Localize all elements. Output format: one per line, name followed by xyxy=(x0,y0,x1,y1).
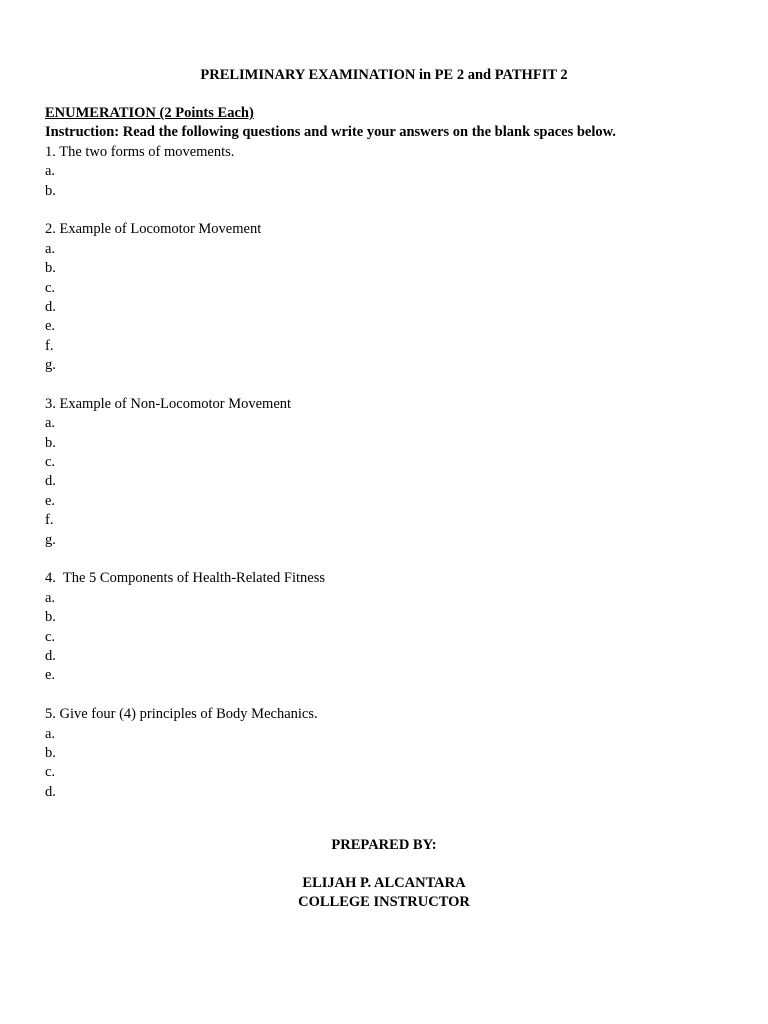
spacer xyxy=(45,686,725,705)
answer-item: f. xyxy=(45,337,54,354)
question-text: 2. Example of Locomotor Movement xyxy=(45,221,262,238)
answer-item: d. xyxy=(45,647,56,664)
spacer xyxy=(45,375,725,394)
question-block-5 xyxy=(45,705,725,802)
answer-item: a. xyxy=(45,415,56,432)
question-block-4 xyxy=(45,569,725,685)
answer-item: f. xyxy=(45,512,54,529)
answer-item: g. xyxy=(45,531,56,548)
question-text: 3. Example of Non-Locomotor Movement xyxy=(45,395,292,412)
answer-item: b. xyxy=(45,182,56,199)
answer-item: g. xyxy=(45,357,56,374)
answer-item: b. xyxy=(45,744,56,761)
answer-item: a. xyxy=(45,163,56,180)
answer-item: c. xyxy=(45,628,56,645)
answer-item: d. xyxy=(45,783,56,800)
answer-item: e. xyxy=(45,667,56,684)
question-block-2 xyxy=(45,220,725,375)
exam-title: PRELIMINARY EXAMINATION in PE 2 and PATHFIT 2 xyxy=(200,67,568,83)
answer-item: e. xyxy=(45,492,56,509)
spacer xyxy=(45,550,725,569)
question-block-1 xyxy=(45,143,725,201)
answer-item: d. xyxy=(45,298,56,315)
answer-item: b. xyxy=(45,609,56,626)
question-text: 1. The two forms of movements. xyxy=(45,143,235,160)
answer-item: e. xyxy=(45,318,56,335)
question-block-3 xyxy=(45,395,725,550)
answer-item: a. xyxy=(45,589,56,606)
answer-item: c. xyxy=(45,454,56,471)
prepared-by-label: PREPARED BY: xyxy=(331,837,437,853)
section-heading: ENUMERATION (2 Points Each) xyxy=(45,105,254,121)
answer-item: a. xyxy=(45,240,56,257)
instruction-text: Instruction: Read the following questions and write your answers on the blank spaces below. xyxy=(45,124,616,141)
answer-item: a. xyxy=(45,725,56,742)
instructor-title: COLLEGE INSTRUCTOR xyxy=(298,894,470,910)
spacer xyxy=(45,201,725,220)
question-text: 4. The 5 Components of Health-Related Fitness xyxy=(45,570,326,587)
answer-item: c. xyxy=(45,764,56,781)
exam-content xyxy=(45,104,725,802)
question-text: 5. Give four (4) principles of Body Mechanics. xyxy=(45,706,318,723)
instructor-name: ELIJAH P. ALCANTARA xyxy=(302,875,466,891)
answer-item: c. xyxy=(45,279,56,296)
answer-item: b. xyxy=(45,260,56,277)
answer-item: d. xyxy=(45,473,56,490)
answer-item: b. xyxy=(45,434,56,451)
